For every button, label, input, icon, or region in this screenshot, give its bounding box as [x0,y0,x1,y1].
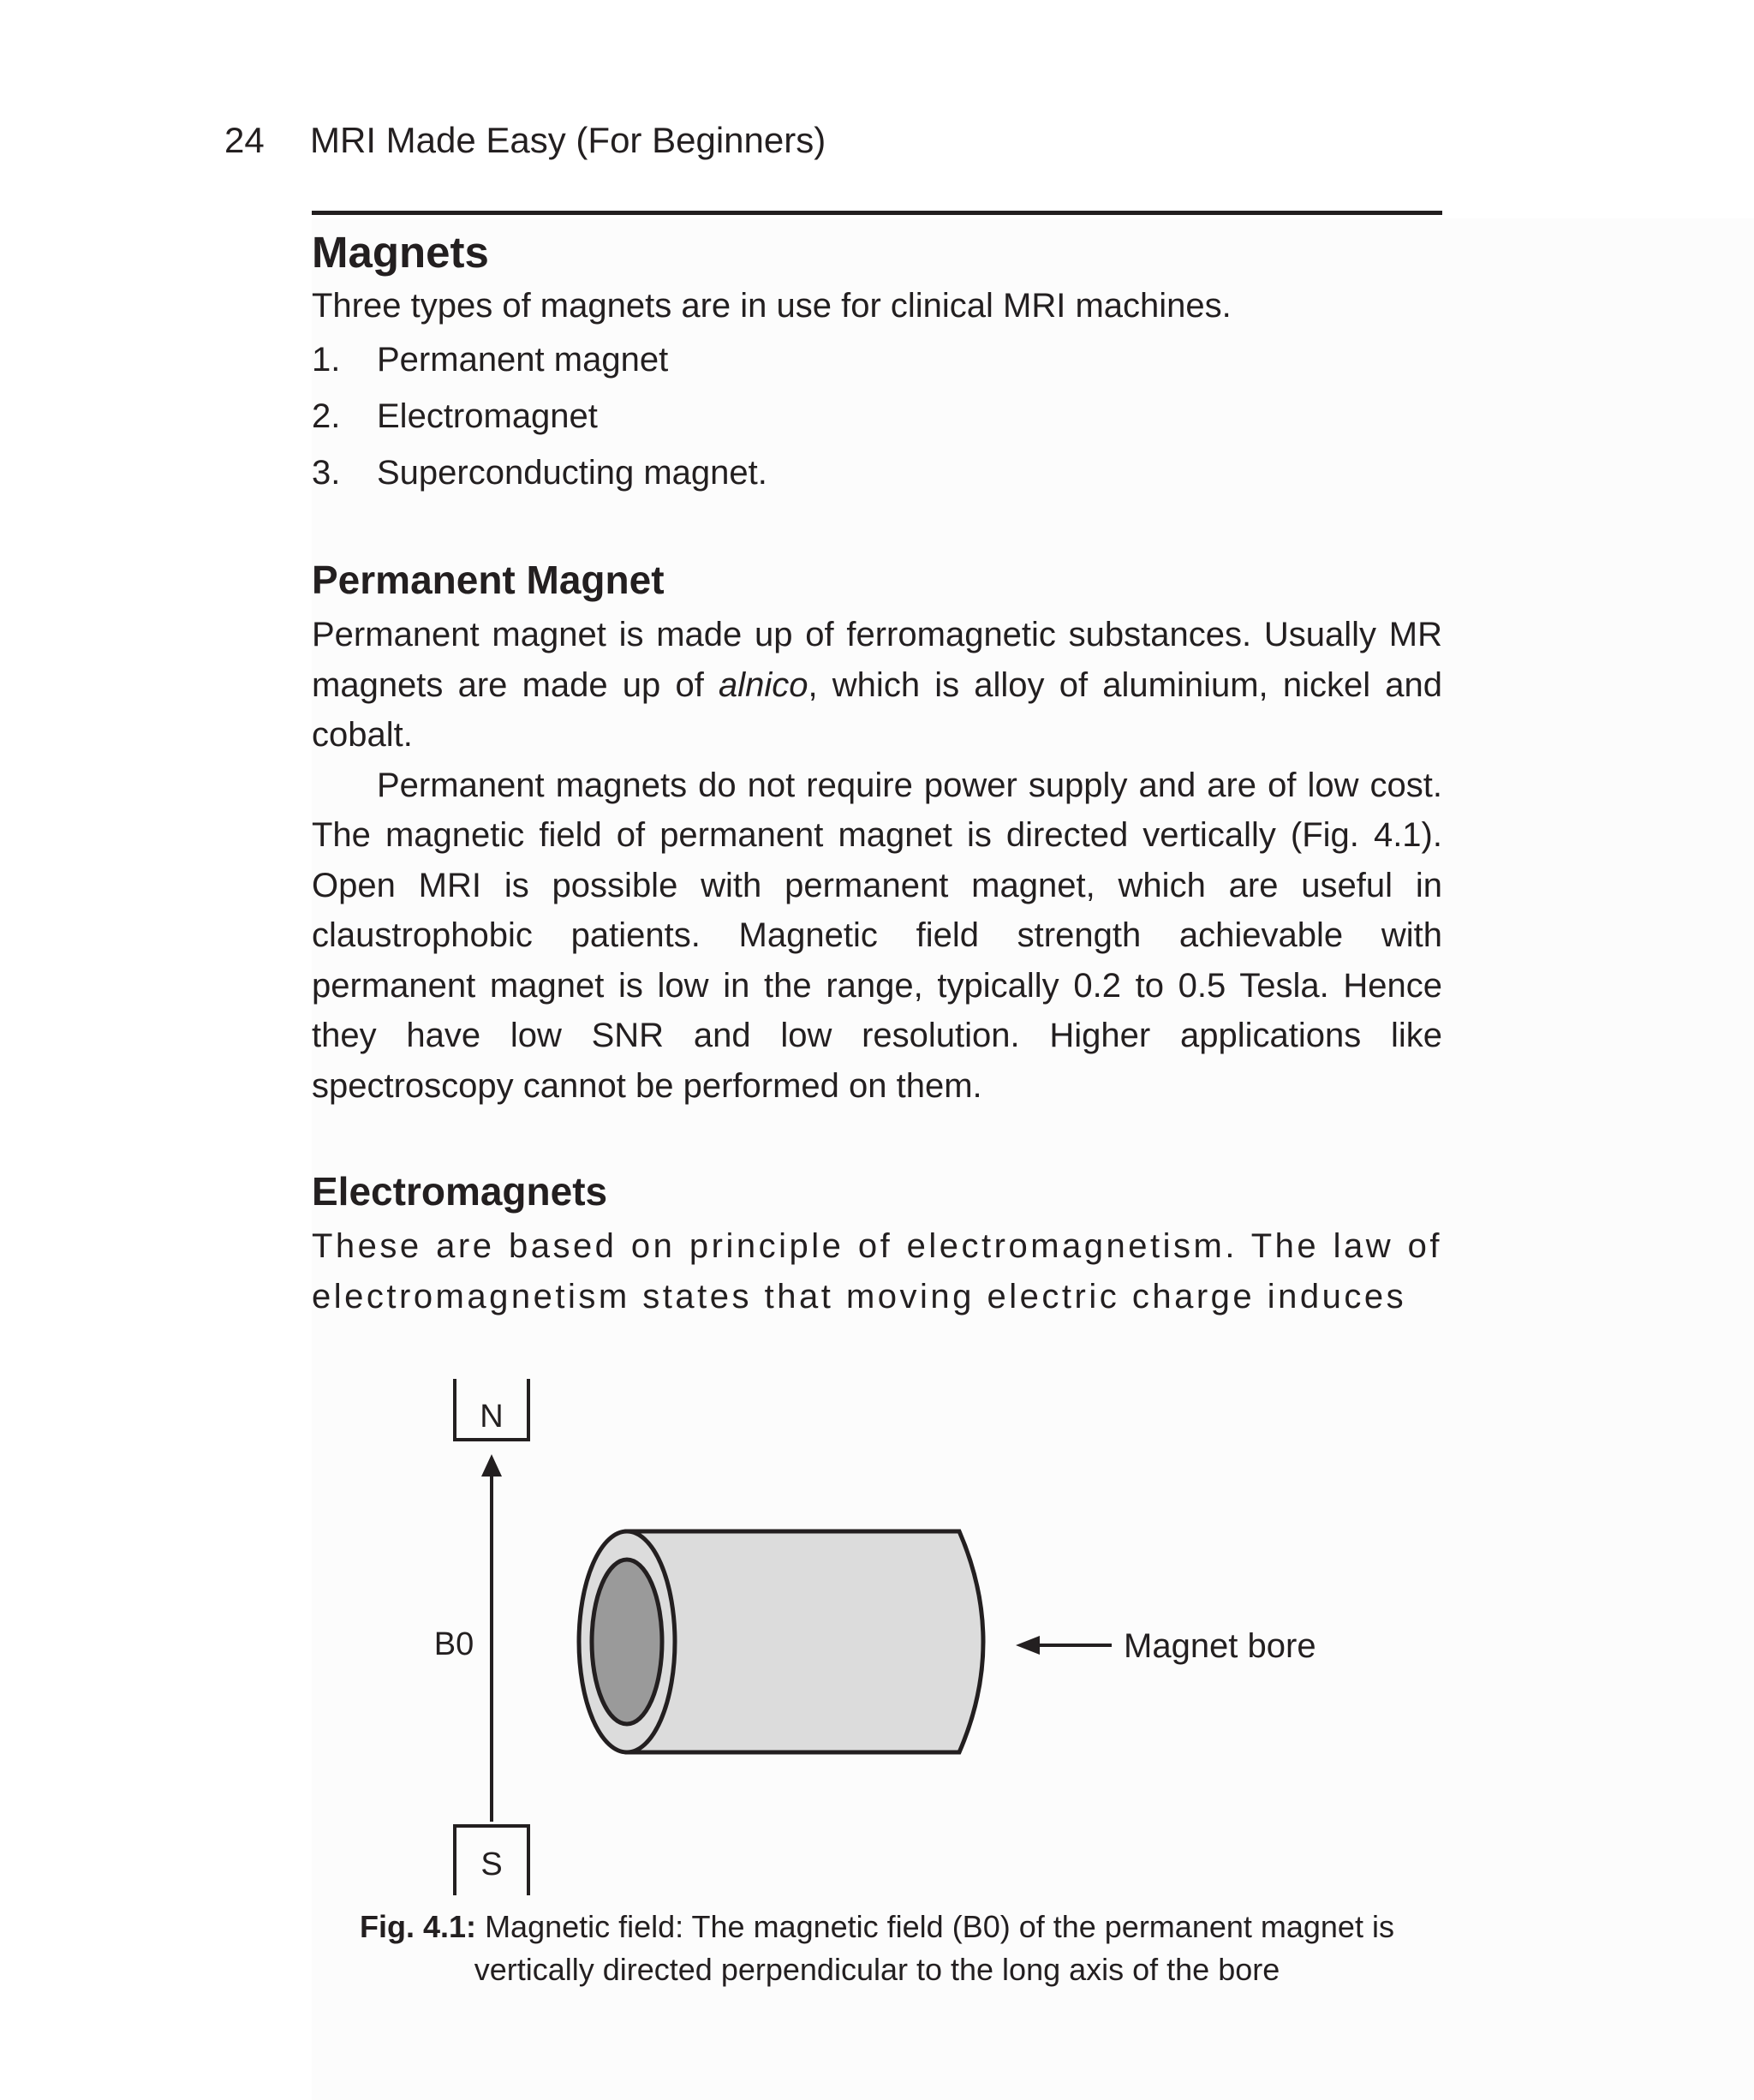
magnet-bore-body [627,1531,983,1752]
list-label: Superconducting magnet. [377,453,767,492]
permanent-magnet-section [312,555,1442,1111]
list-number: 1. [312,340,341,379]
magnet-bore-label: Magnet bore [1124,1627,1316,1665]
bore-opening [592,1560,662,1724]
figure-caption [312,1906,1442,1991]
list-number: 2. [312,397,341,435]
magnetic-field-diagram [411,1362,1370,1901]
permanent-magnet-paragraph-1 [312,610,1442,761]
north-label: N [480,1399,504,1435]
magnets-section [312,226,1442,501]
caption-text: Magnetic field: The magnetic field (B0) of the permanent magnet is vertically directed perpendicular to the long axis of the bore [474,1909,1394,1987]
magnets-heading: Magnets [312,228,489,277]
arrow-up-icon [481,1454,502,1477]
arrow-left-icon [1016,1636,1040,1655]
list-number: 3. [312,453,341,492]
book-title: MRI Made Easy (For Beginners) [310,120,826,160]
alnico-term: alnico [719,665,808,704]
permanent-magnet-paragraph-2: Permanent magnets do not require power supply and are of low cost. The magnetic field of permanent magnet is directed vertically (Fig. 4.1). Open MRI is possible with permanent magnet, which are useful in claustrophobic patients. Magnetic field strength achievable with permanent magnet is low in the range, typically 0.2 to 0.5 Tesla. Hence they have low SNR and low resolution. Higher applications like spectroscopy cannot be performed on them. [312,766,1442,1105]
magnet-types-list [312,331,1442,501]
p1-text-end: , which is alloy of aluminium, nickel and cobalt. [312,665,1442,754]
header-rule [312,211,1442,215]
caption-label: Fig. 4.1: [360,1909,477,1944]
b0-label: B0 [433,1626,474,1662]
magnets-intro: Three types of magnets are in use for clinical MRI machines. [312,287,1232,325]
list-label: Electromagnet [377,397,598,435]
running-header [224,118,826,163]
electromagnets-heading: Electromagnets [312,1169,608,1214]
list-item [312,331,1442,388]
south-label: S [480,1846,503,1882]
permanent-magnet-heading: Permanent Magnet [312,558,665,602]
list-label: Permanent magnet [377,340,669,379]
list-item [312,444,1442,501]
electromagnets-paragraph: These are based on principle of electromagnetism. The law of electromagnetism states that moving electric charge induces [312,1227,1442,1315]
list-item [312,388,1442,444]
figure-4-1 [411,1362,1370,1901]
p1-text-start: Permanent magnet is made up of ferromagnetic substances. Usually MR magnets are made up of [312,616,1442,704]
page-number: 24 [224,120,265,160]
electromagnets-section [312,1166,1442,1321]
